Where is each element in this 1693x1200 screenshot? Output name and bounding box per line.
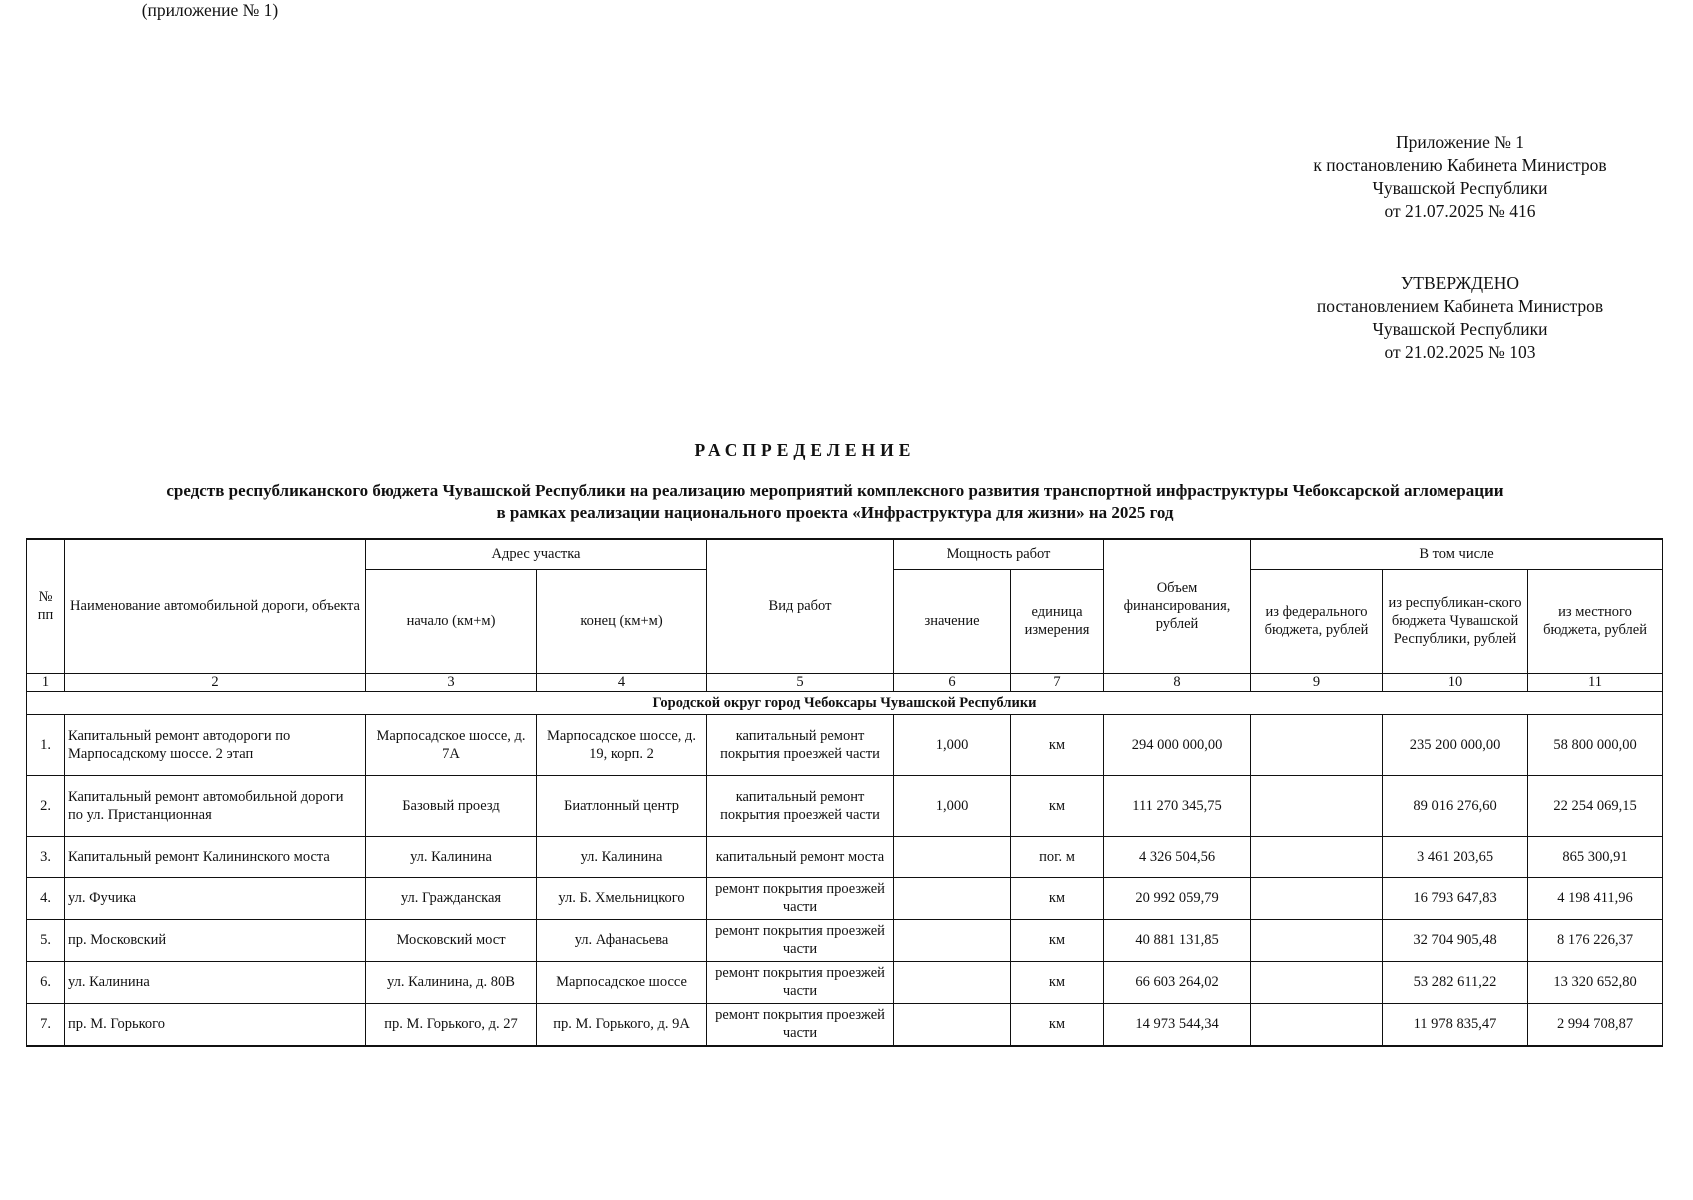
header-num: № пп (27, 539, 65, 673)
approved-line: УТВЕРЖДЕНО (1400, 273, 1520, 293)
row-name: ул. Фучика (65, 877, 366, 919)
row-work: капитальный ремонт покрытия проезжей части (707, 775, 894, 836)
row-local: 2 994 708,87 (1528, 1003, 1663, 1046)
appendix-line: от 21.07.2025 № 416 (1384, 201, 1536, 221)
row-num: 2. (27, 775, 65, 836)
row-name: ул. Калинина (65, 961, 366, 1003)
appendix-line: Приложение № 1 (1395, 132, 1525, 152)
column-number: 9 (1251, 673, 1383, 691)
row-value (894, 919, 1011, 961)
row-work: ремонт покрытия проезжей части (707, 961, 894, 1003)
row-republic: 16 793 647,83 (1383, 877, 1528, 919)
header-local: из местного бюджета, рублей (1528, 569, 1663, 673)
row-republic: 235 200 000,00 (1383, 714, 1528, 775)
row-local: 22 254 069,15 (1528, 775, 1663, 836)
row-republic: 89 016 276,60 (1383, 775, 1528, 836)
row-local: 58 800 000,00 (1528, 714, 1663, 775)
row-local: 865 300,91 (1528, 836, 1663, 877)
header-republic: из республикан-ского бюджета Чувашской Республики, рублей (1383, 569, 1528, 673)
row-end: ул. Афанасьева (537, 919, 707, 961)
row-federal (1251, 714, 1383, 775)
row-local: 13 320 652,80 (1528, 961, 1663, 1003)
table-row (27, 877, 1663, 919)
approved-header (1250, 272, 1670, 364)
row-federal (1251, 775, 1383, 836)
row-unit: км (1011, 877, 1104, 919)
row-name: Капитальный ремонт Калининского моста (65, 836, 366, 877)
row-start: ул. Калинина, д. 80В (366, 961, 537, 1003)
row-start: ул. Калинина (366, 836, 537, 877)
document-title: РАСПРЕДЕЛЕНИЕ (694, 440, 916, 460)
row-federal (1251, 877, 1383, 919)
row-start: Марпосадское шоссе, д. 7А (366, 714, 537, 775)
row-num: 4. (27, 877, 65, 919)
row-volume: 20 992 059,79 (1104, 877, 1251, 919)
row-end: пр. М. Горького, д. 9А (537, 1003, 707, 1046)
row-work: ремонт покрытия проезжей части (707, 1003, 894, 1046)
row-end: Марпосадское шоссе, д. 19, корп. 2 (537, 714, 707, 775)
row-volume: 111 270 345,75 (1104, 775, 1251, 836)
row-value (894, 836, 1011, 877)
table-row (27, 836, 1663, 877)
row-num: 6. (27, 961, 65, 1003)
table-row (27, 714, 1663, 775)
row-value (894, 877, 1011, 919)
row-unit: км (1011, 961, 1104, 1003)
row-local: 4 198 411,96 (1528, 877, 1663, 919)
row-start: пр. М. Горького, д. 27 (366, 1003, 537, 1046)
appendix-header (1250, 131, 1670, 223)
row-unit: км (1011, 775, 1104, 836)
row-start: ул. Гражданская (366, 877, 537, 919)
row-start: Базовый проезд (366, 775, 537, 836)
row-federal (1251, 919, 1383, 961)
row-federal (1251, 961, 1383, 1003)
column-number: 8 (1104, 673, 1251, 691)
row-value (894, 961, 1011, 1003)
header-start: начало (км+м) (366, 569, 537, 673)
approved-line: Чувашской Республики (1372, 319, 1548, 339)
row-work: капитальный ремонт покрытия проезжей части (707, 714, 894, 775)
row-unit: пог. м (1011, 836, 1104, 877)
column-number: 11 (1528, 673, 1663, 691)
row-volume: 14 973 544,34 (1104, 1003, 1251, 1046)
header-end: конец (км+м) (537, 569, 707, 673)
column-number: 6 (894, 673, 1011, 691)
row-end: Биатлонный центр (537, 775, 707, 836)
row-republic: 11 978 835,47 (1383, 1003, 1528, 1046)
row-unit: км (1011, 1003, 1104, 1046)
row-end: Марпосадское шоссе (537, 961, 707, 1003)
subtitle-line: в рамках реализации национального проекта «Инфраструктура для жизни» на 2025 год (496, 503, 1174, 522)
column-number: 5 (707, 673, 894, 691)
row-value (894, 1003, 1011, 1046)
column-number-row (27, 673, 1663, 691)
header-value: значение (894, 569, 1011, 673)
table-row (27, 961, 1663, 1003)
row-name: Капитальный ремонт автодороги по Марпосадскому шоссе. 2 этап (65, 714, 366, 775)
column-number: 2 (65, 673, 366, 691)
row-end: ул. Б. Хмельницкого (537, 877, 707, 919)
table-row (27, 775, 1663, 836)
column-number: 10 (1383, 673, 1528, 691)
row-volume: 66 603 264,02 (1104, 961, 1251, 1003)
subtitle-line: средств республиканского бюджета Чувашской Республики на реализацию мероприятий комплексного развития транспортной инфраструктуры Чебоксарской агломерации (166, 481, 1504, 500)
row-federal (1251, 836, 1383, 877)
table-row (27, 919, 1663, 961)
row-work: ремонт покрытия проезжей части (707, 919, 894, 961)
region-row (27, 691, 1663, 714)
header-volume: Объем финансирования, рублей (1104, 539, 1251, 673)
row-republic: 3 461 203,65 (1383, 836, 1528, 877)
appendix-line: Чувашской Республики (1372, 178, 1548, 198)
row-volume: 40 881 131,85 (1104, 919, 1251, 961)
header-address: Адрес участка (366, 539, 707, 569)
header-work-type: Вид работ (707, 539, 894, 673)
row-name: пр. М. Горького (65, 1003, 366, 1046)
row-local: 8 176 226,37 (1528, 919, 1663, 961)
document-subtitle (60, 480, 1610, 524)
header-name: Наименование автомобильной дороги, объекта (65, 539, 366, 673)
distribution-table (26, 538, 1663, 1047)
column-number: 1 (27, 673, 65, 691)
row-republic: 32 704 905,48 (1383, 919, 1528, 961)
row-republic: 53 282 611,22 (1383, 961, 1528, 1003)
row-unit: км (1011, 919, 1104, 961)
row-volume: 4 326 504,56 (1104, 836, 1251, 877)
column-number: 7 (1011, 673, 1104, 691)
row-num: 7. (27, 1003, 65, 1046)
row-work: ремонт покрытия проезжей части (707, 877, 894, 919)
row-unit: км (1011, 714, 1104, 775)
row-work: капитальный ремонт моста (707, 836, 894, 877)
approved-line: от 21.02.2025 № 103 (1384, 342, 1536, 362)
column-number: 4 (537, 673, 707, 691)
appendix-line: к постановлению Кабинета Министров (1313, 155, 1607, 175)
row-num: 5. (27, 919, 65, 961)
header-unit: единица измерения (1011, 569, 1104, 673)
header-capacity: Мощность работ (894, 539, 1104, 569)
table-row (27, 1003, 1663, 1046)
approved-line: постановлением Кабинета Министров (1316, 296, 1604, 316)
column-number: 3 (366, 673, 537, 691)
row-name: Капитальный ремонт автомобильной дороги по ул. Пристанционная (65, 775, 366, 836)
appendix-reference: (приложение № 1) (141, 0, 279, 20)
row-start: Московский мост (366, 919, 537, 961)
row-end: ул. Калинина (537, 836, 707, 877)
header-including: В том числе (1251, 539, 1663, 569)
row-volume: 294 000 000,00 (1104, 714, 1251, 775)
row-num: 3. (27, 836, 65, 877)
row-value: 1,000 (894, 714, 1011, 775)
row-value: 1,000 (894, 775, 1011, 836)
row-federal (1251, 1003, 1383, 1046)
region-name: Городской округ город Чебоксары Чувашской Республики (27, 691, 1663, 714)
row-num: 1. (27, 714, 65, 775)
row-name: пр. Московский (65, 919, 366, 961)
header-federal: из федерального бюджета, рублей (1251, 569, 1383, 673)
